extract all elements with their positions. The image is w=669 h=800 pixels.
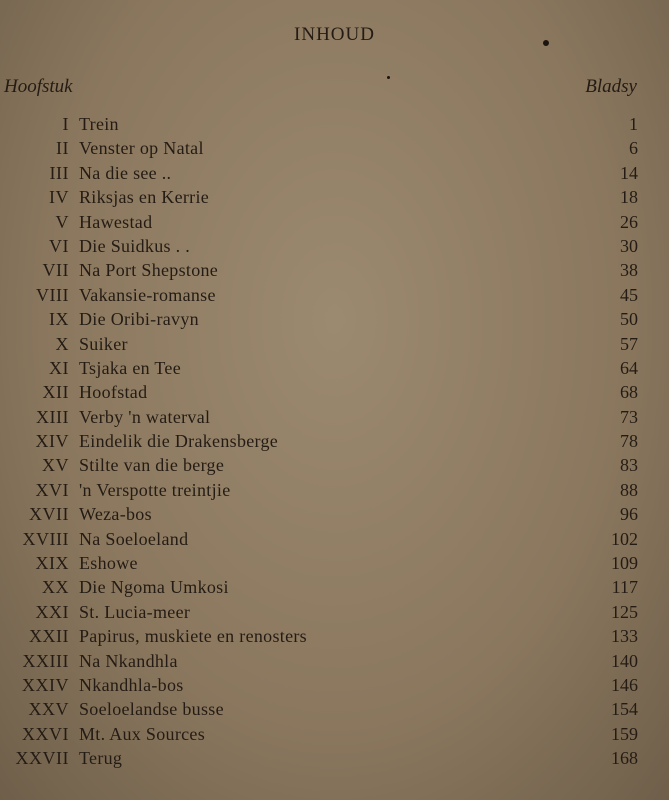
toc-entry: [0, 673, 669, 697]
toc-entry: [0, 502, 669, 526]
chapter-title: Die Oribi-ravyn: [79, 309, 199, 330]
chapter-title: Die Suidkus . .: [79, 235, 191, 256]
page-number: 146: [611, 674, 638, 695]
page-number: 140: [611, 650, 638, 671]
page-number: 83: [620, 455, 638, 476]
chapter-number: XIX: [35, 553, 69, 574]
chapter-number: XXIV: [22, 674, 69, 695]
chapter-number: XXI: [35, 601, 69, 622]
chapter-column-header: Hoofstuk: [4, 76, 73, 97]
page-number: 117: [611, 577, 638, 598]
chapter-number: XXVI: [22, 723, 69, 744]
toc-entry: [0, 429, 669, 453]
page-number: 78: [620, 431, 638, 452]
page-number: 18: [620, 187, 638, 208]
chapter-number: XIII: [36, 406, 69, 427]
page-number: 96: [620, 504, 638, 525]
chapter-title: Weza-bos: [79, 504, 152, 525]
chapter-title: Mt. Aux Sources: [79, 723, 205, 744]
chapter-number: XVII: [29, 504, 69, 525]
page-number: 30: [620, 235, 638, 256]
page-number: 73: [620, 406, 638, 427]
toc-entry: [0, 112, 669, 136]
toc-entry: [0, 185, 669, 209]
toc-entry: [0, 746, 669, 770]
chapter-number: XII: [42, 382, 69, 403]
toc-entry: [0, 478, 669, 502]
chapter-number: XV: [42, 455, 69, 476]
toc-entry: [0, 405, 669, 429]
toc-entry: [0, 210, 669, 234]
toc-entry: [0, 380, 669, 404]
page-number: 159: [611, 723, 638, 744]
toc-entry: [0, 600, 669, 624]
page-number: 64: [620, 357, 638, 378]
chapter-title: Eshowe: [79, 553, 138, 574]
chapter-title: Na Nkandhla: [79, 650, 178, 671]
chapter-number: VII: [42, 260, 69, 281]
chapter-number: III: [49, 162, 69, 183]
ink-speck: [387, 76, 390, 79]
chapter-number: XVIII: [22, 528, 69, 549]
chapter-title: 'n Verspotte treintjie: [79, 479, 231, 500]
chapter-title: Nkandhla-bos: [79, 674, 184, 695]
chapter-title: Stilte van die berge: [79, 455, 225, 476]
chapter-number: I: [62, 114, 69, 134]
chapter-title: Trein: [79, 114, 119, 134]
chapter-title: Riksjas en Kerrie: [79, 187, 210, 208]
chapter-number: XI: [49, 357, 69, 378]
toc-entry: [0, 575, 669, 599]
toc-entry: [0, 258, 669, 282]
toc-entry: [0, 283, 669, 307]
chapter-title: Papirus, muskiete en renosters: [79, 626, 307, 647]
chapter-title: Soeloelandse busse: [79, 699, 224, 720]
chapter-number: X: [55, 333, 69, 354]
chapter-title: Terug: [79, 748, 123, 769]
chapter-title: Verby 'n waterval: [79, 406, 211, 427]
chapter-title: St. Lucia-meer: [79, 601, 191, 622]
chapter-title: Na Soeloeland: [79, 528, 189, 549]
page-title: INHOUD: [294, 24, 375, 45]
chapter-number: IV: [49, 187, 69, 208]
page-number: 38: [620, 260, 638, 281]
page-number: 125: [611, 601, 638, 622]
toc-entry: [0, 624, 669, 648]
toc-entry: [0, 722, 669, 746]
page-number: 88: [620, 479, 638, 500]
chapter-number: VIII: [36, 284, 69, 305]
toc-entry: [0, 136, 669, 160]
page-number: 154: [611, 699, 638, 720]
toc-entry: [0, 161, 669, 185]
page-number: 168: [611, 748, 638, 769]
page-number: 133: [611, 626, 638, 647]
toc-entry: [0, 527, 669, 551]
chapter-number: II: [56, 138, 69, 159]
page-number: 6: [629, 138, 638, 159]
page-number: 26: [620, 211, 638, 232]
page-number: 68: [620, 382, 638, 403]
chapter-number: XXIII: [22, 650, 69, 671]
toc-entry: [0, 332, 669, 356]
chapter-title: Hoofstad: [79, 382, 148, 403]
chapter-title: Na Port Shepstone: [79, 260, 219, 281]
chapter-title: Die Ngoma Umkosi: [79, 577, 229, 598]
toc-entry: [0, 234, 669, 258]
chapter-number: XXII: [29, 626, 69, 647]
toc-entry: [0, 697, 669, 721]
chapter-title: Vakansie-romanse: [79, 284, 216, 305]
ink-speck: [543, 40, 549, 46]
page-number: 57: [620, 333, 638, 354]
chapter-number: XX: [42, 577, 69, 598]
chapter-number: V: [55, 211, 69, 232]
page-number: 1: [629, 114, 638, 134]
toc-entry: [0, 551, 669, 575]
chapter-title: Tsjaka en Tee: [79, 357, 182, 378]
chapter-title: Hawestad: [79, 211, 153, 232]
page-number: 14: [620, 162, 638, 183]
chapter-number: IX: [49, 309, 69, 330]
chapter-number: XVI: [35, 479, 69, 500]
chapter-title: Suiker: [79, 333, 128, 354]
chapter-number: VI: [49, 235, 69, 256]
page-number: 102: [611, 528, 638, 549]
chapter-number: XXVII: [15, 748, 69, 769]
toc-entry: [0, 453, 669, 477]
chapter-number: XXV: [28, 699, 69, 720]
chapter-number: XIV: [35, 431, 69, 452]
page-column-header: Bladsy: [585, 76, 637, 97]
table-of-contents: [0, 112, 669, 771]
page-number: 45: [620, 284, 638, 305]
toc-entry: [0, 649, 669, 673]
chapter-title: Na die see ..: [79, 162, 172, 183]
page-number: 109: [611, 553, 638, 574]
toc-entry: [0, 307, 669, 331]
toc-entry: [0, 356, 669, 380]
chapter-title: Eindelik die Drakensberge: [79, 431, 279, 452]
chapter-title: Venster op Natal: [79, 138, 204, 159]
page-number: 50: [620, 309, 638, 330]
